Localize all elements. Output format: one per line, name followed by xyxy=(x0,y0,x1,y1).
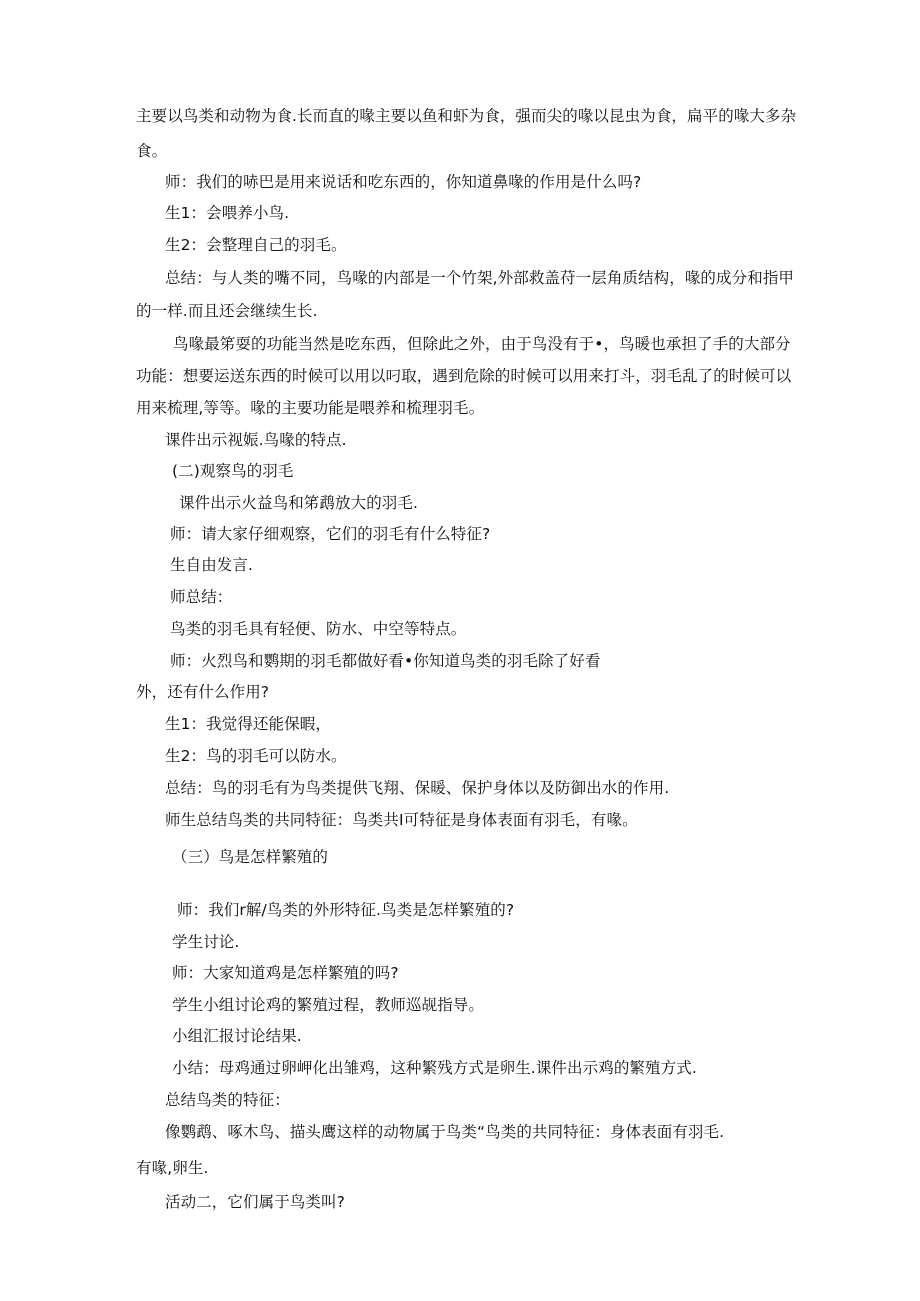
paragraph-line: 学生讨论. xyxy=(172,933,240,951)
paragraph-line: 活动二，它们属于鸟类叫? xyxy=(165,1193,345,1211)
paragraph-line: 总结鸟类的特征： xyxy=(165,1091,290,1109)
paragraph-line: 鸟喙最笫耍的功能当然是吃东西，但除此之外，由于鸟没有于•，鸟暖也承担了手的大部分 xyxy=(173,335,791,353)
paragraph-line: 用来梳理,等等。喙的主要功能是喂养和梳理羽毛。 xyxy=(136,399,485,417)
paragraph-line: 小组汇报讨论结果. xyxy=(172,1027,302,1045)
paragraph-line: 生自由发言. xyxy=(170,556,254,574)
paragraph-line: 课件出示火益鸟和笫鹉放大的羽毛. xyxy=(179,494,419,512)
paragraph-line: 像鹦鹉、啄木鸟、描头鹰这样的动物属于鸟类“鸟类的共同特征：身体表面有羽毛. xyxy=(165,1123,725,1141)
paragraph-line: 师：火烈鸟和鹦期的羽毛都做好看•你知道鸟类的羽毛除了好看 xyxy=(170,652,601,670)
paragraph-line: 总结：与人类的嘴不同，鸟喙的内部是一个竹架,外部救盖苻一层角质结构，喙的成分和指甲 xyxy=(165,269,795,287)
paragraph-line: 师总结： xyxy=(170,588,233,606)
paragraph-line: 功能：想要运送东西的时候可以用以叼取，遇到危除的时候可以用来打斗，羽毛乱了的时候可以 xyxy=(136,367,792,385)
paragraph-line: 生2：会整理自己的羽毛。 xyxy=(165,236,347,254)
section-heading: （三）鸟是怎样繁殖的 xyxy=(172,848,329,866)
paragraph-line: 主要以鸟类和动物为食.长而直的喙主要以鱼和虾为食，强而尖的喙以昆虫为食，扁平的喙大多杂 xyxy=(136,107,797,125)
paragraph-line: 生1：会喂养小鸟. xyxy=(165,204,290,222)
paragraph-line: 学生小组讨论鸡的繁殖过程，教师巡觇指导。 xyxy=(172,996,485,1014)
paragraph-line: 师：请大家仔细观察，它们的羽毛有什么特征? xyxy=(170,525,491,543)
paragraph-line: 生1：我觉得还能保暇， xyxy=(165,715,331,733)
paragraph-line: 有喙,卵生. xyxy=(136,1159,209,1177)
paragraph-line: 师生总结鸟类的共同特征：鸟类共I可特征是身体表面有羽毛，有喙。 xyxy=(165,811,638,829)
paragraph-line: 的一样.而且还会继续生长. xyxy=(136,302,318,320)
paragraph-line: 师：我们r解/鸟类的外形特征.鸟类是怎样繁殖的? xyxy=(177,901,515,919)
paragraph-line: 总结：鸟的羽毛有为鸟类提供飞翔、保暖、保护身体以及防御出水的作用. xyxy=(165,779,670,797)
paragraph-line: 师：大家知道鸡是怎样繁殖的吗? xyxy=(172,964,399,982)
paragraph-line: 食。 xyxy=(136,142,168,160)
paragraph-line: 小结：母鸡通过卵岬化出雏鸡，这种繁残方式是卵生.课件出示鸡的繁殖方式. xyxy=(172,1059,697,1077)
paragraph-line: 鸟类的羽毛具有轻便、防水、中空等特点。 xyxy=(170,620,467,638)
paragraph-line: 生2：鸟的羽毛可以防水。 xyxy=(165,747,347,765)
section-heading: (二)观察鸟的羽毛 xyxy=(172,462,294,480)
paragraph-line: 外，还有什么作用? xyxy=(136,683,270,701)
paragraph-line: 师：我们的哧巴是用来说话和吃东西的，你知道鼻喙的作用是什么吗? xyxy=(165,173,642,191)
paragraph-line: 课件出示视娠.鸟喙的特点. xyxy=(165,431,347,449)
